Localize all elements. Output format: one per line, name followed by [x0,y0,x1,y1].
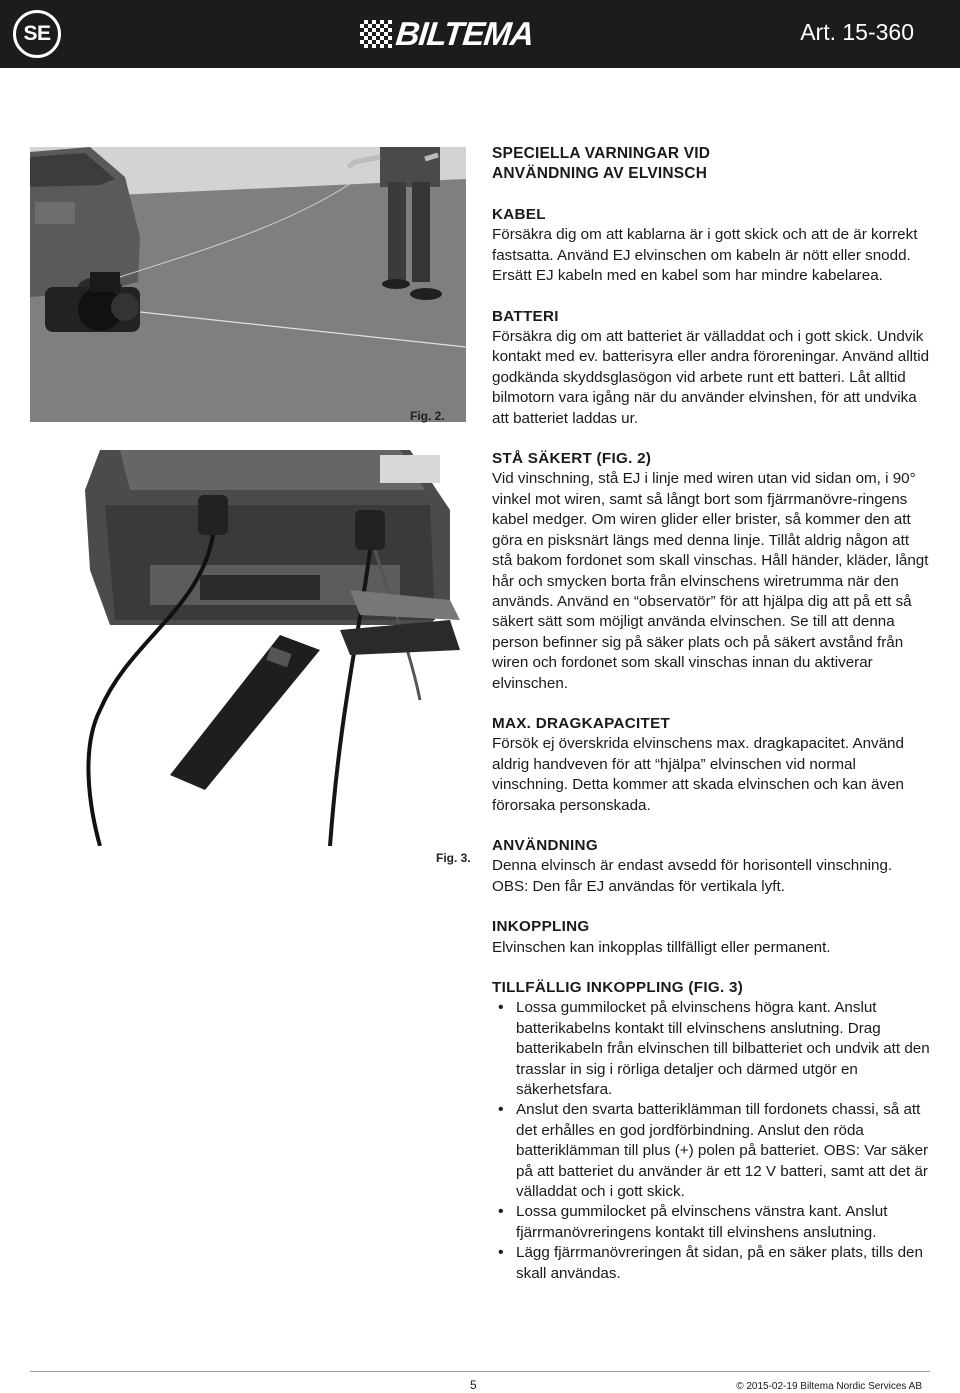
bullet-list [492,998,932,1284]
section-text: Vid vinschning, stå EJ i linje med wiren utan vid sidan om, i 90° vinkel mot wiren, samt så långt bort som fjärrmanövre-ringens kabel medger. Om wiren glider eller brister, så kommer den att göra en pisksnärt längs med denna linje. Tillåt aldrig någon att stå bakom fordonet som skall vinschas. Håll händer, kläder, långt hår och smycken borta från elvinschens wiretrumma när den används. Använd en “observatör” för att hjälpa dig att på ett så säkert sätt som möjligt använda elvinschen. Se till att denna person befinner sig på säker plats och på säkert avstånd från wiren och fordonet som skall vinschas innan du aktiverar elvinschen. [492,470,929,692]
footer-divider [30,1371,930,1372]
brand-logo [360,15,536,52]
brand-name: BILTEMA [394,15,536,52]
section-text: Denna elvinsch är endast avsedd för horisontell vinschning. OBS: Den får EJ användas för vertikala lyft. [492,857,893,895]
section-title: KABEL [492,206,546,223]
section-title: INKOPPLING [492,918,590,936]
section-title: MAX. DRAGKAPACITET [492,714,671,732]
section-text: Försäkra dig om att batteriet är välladdat och i gott skick. Undvik kontakt med ev. batterisyra eller andra föroreningar. Använd alltid godkända skyddsglasögon vid arbete runt ett batteri. Låt alltid bilmotorn vara igång när du använder elvinshen, för att undvika att batteriet laddas ur. [492,328,930,427]
section-inkoppling [492,917,932,958]
text-column [492,144,932,1304]
figure-2-photo [30,147,466,422]
list-item: • Lägg fjärrmanövreringen åt sidan, på en säker plats, tills den skall användas. [492,1243,932,1284]
figure-3-illustration [30,450,466,846]
figure-3-photo [30,450,466,846]
section-text: Elvinschen kan inkopplas tillfälligt eller permanent. [492,938,831,956]
list-item: • Lossa gummilocket på elvinschens vänstra kant. Anslut fjärrmanövreringens kontakt till elvinshens anslutning. [492,1202,932,1243]
checkered-flag-icon [360,20,392,48]
article-number: Art. 15-360 [800,19,914,45]
section-kabel [492,205,932,287]
section-anvandning [492,836,932,897]
section-title: BATTERI [492,307,559,325]
main-heading-line-1: SPECIELLA VARNINGAR VID [492,145,711,162]
page-header [0,0,960,68]
list-item: • Lossa gummilocket på elvinschens högra kant. Anslut batterikabelns kontakt till elvinschens anslutning. Drag batterikabeln från elvinschen till bilbatteriet och undvik att den trasslar in sig i rörliga detaljer och därmed utgör en säkerhetsfara. [492,998,932,1100]
figure-3-label: Fig. 3. [436,851,471,865]
copyright-notice: © 2015-02-19 Biltema Nordic Services AB [736,1381,922,1392]
section-title: STÅ SÄKERT (FIG. 2) [492,450,652,468]
list-item: • Anslut den svarta batteriklämman till fordonets chassi, så att det erhålles en god jordförbindning. Anslut den röda batteriklämman till plus (+) polen på batteriet. OBS: Var säker på att batteriet du använder är ett 12 V batteri, samt att det är välladdat och i gott skick. [492,1100,932,1202]
section-title: TILLFÄLLIG INKOPPLING (FIG. 3) [492,979,744,996]
section-sta-sakert [492,449,932,694]
figure-2-label: Fig. 2. [410,409,445,423]
main-heading-line-2: ANVÄNDNING AV ELVINSCH [492,164,708,182]
section-batteri [492,307,932,429]
section-text: Försök ej överskrida elvinschens max. dragkapacitet. Använd aldrig handveven för att “hjälpa” elvinschen vid normal vinschning. Detta kommer att skada elvinschen och kan även förorsaka personskada. [492,735,904,814]
section-tillfallig-inkoppling [492,978,932,1284]
section-title: ANVÄNDNING [492,836,598,854]
section-max-dragkapacitet [492,714,932,816]
page-number: 5 [470,1378,477,1392]
section-text: Försäkra dig om att kablarna är i gott skick och att de är korrekt fastsatta. Använd EJ elvinschen om kabeln är nött eller snodd. Ersätt EJ kabeln med en kabel som har mindre kabelarea. [492,226,918,285]
figure-2-illustration [30,147,466,422]
language-badge: SE [13,10,61,58]
